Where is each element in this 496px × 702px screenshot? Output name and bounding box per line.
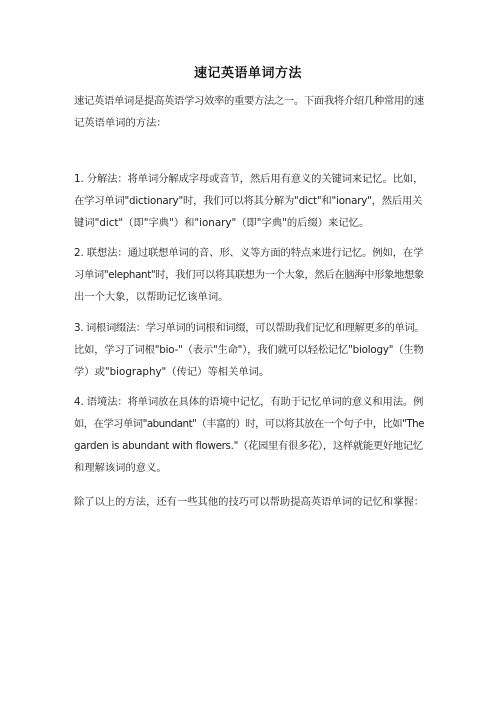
paragraph-line: 比如，学习了词根"bio-"（表示"生命"），我们就可以轻松记忆"biology"（生物 <box>74 344 424 356</box>
paragraph-line: 和理解该词的意义。 <box>74 462 167 474</box>
intro-line: 记英语单词的方法： <box>74 117 167 129</box>
intro-paragraph <box>74 90 424 134</box>
paragraph-line: 如，在学习单词"abundant"（丰富的）时，可以将其放在一个句子中，比如"The <box>74 418 424 430</box>
paragraph-line: 1. 分解法：将单词分解成字母或音节，然后用有意义的关键词来记忆。比如， <box>74 173 424 185</box>
paragraph-line: 2. 联想法：通过联想单词的音、形、义等方面的特点来进行记忆。例如，在学 <box>74 247 424 259</box>
paragraph-line: 键词"dict"（即"字典"）和"ionary"（即"字典"的后缀）来记忆。 <box>74 217 370 229</box>
method-paragraph-2 <box>74 242 424 308</box>
paragraph-line: 在学习单词"dictionary"时，我们可以将其分解为"dict"和"ionary"，然后用关 <box>74 195 423 207</box>
intro-line: 速记英语单词是提高英语学习效率的重要方法之一。下面我将介绍几种常用的速 <box>74 95 424 107</box>
paragraph-line: 4. 语境法：将单词放在具体的语境中记忆，有助于记忆单词的意义和用法。例 <box>74 396 424 408</box>
paragraph-line: garden is abundant with flowers."（花园里有很多花），这样就能更好地记忆 <box>74 440 423 452</box>
paragraph-line: 出一个大象，以帮助记忆该单词。 <box>74 291 229 303</box>
paragraph-line: 除了以上的方法，还有一些其他的技巧可以帮助提高英语单词的记忆和掌握： <box>74 496 425 508</box>
paragraph-line: 学）或"biography"（传记）等相关单词。 <box>74 366 270 378</box>
outro-paragraph <box>74 491 424 513</box>
method-paragraph-1 <box>74 168 424 234</box>
paragraph-line: 习单词"elephant"时，我们可以将其联想为一个大象，然后在脑海中形象地想象 <box>74 269 424 281</box>
method-paragraph-3 <box>74 317 424 383</box>
paragraph-line: 3. 词根词缀法：学习单词的词根和词缀，可以帮助我们记忆和理解更多的单词。 <box>74 322 425 334</box>
method-paragraph-4 <box>74 391 424 479</box>
document-title: 速记英语单词方法 <box>193 66 302 81</box>
